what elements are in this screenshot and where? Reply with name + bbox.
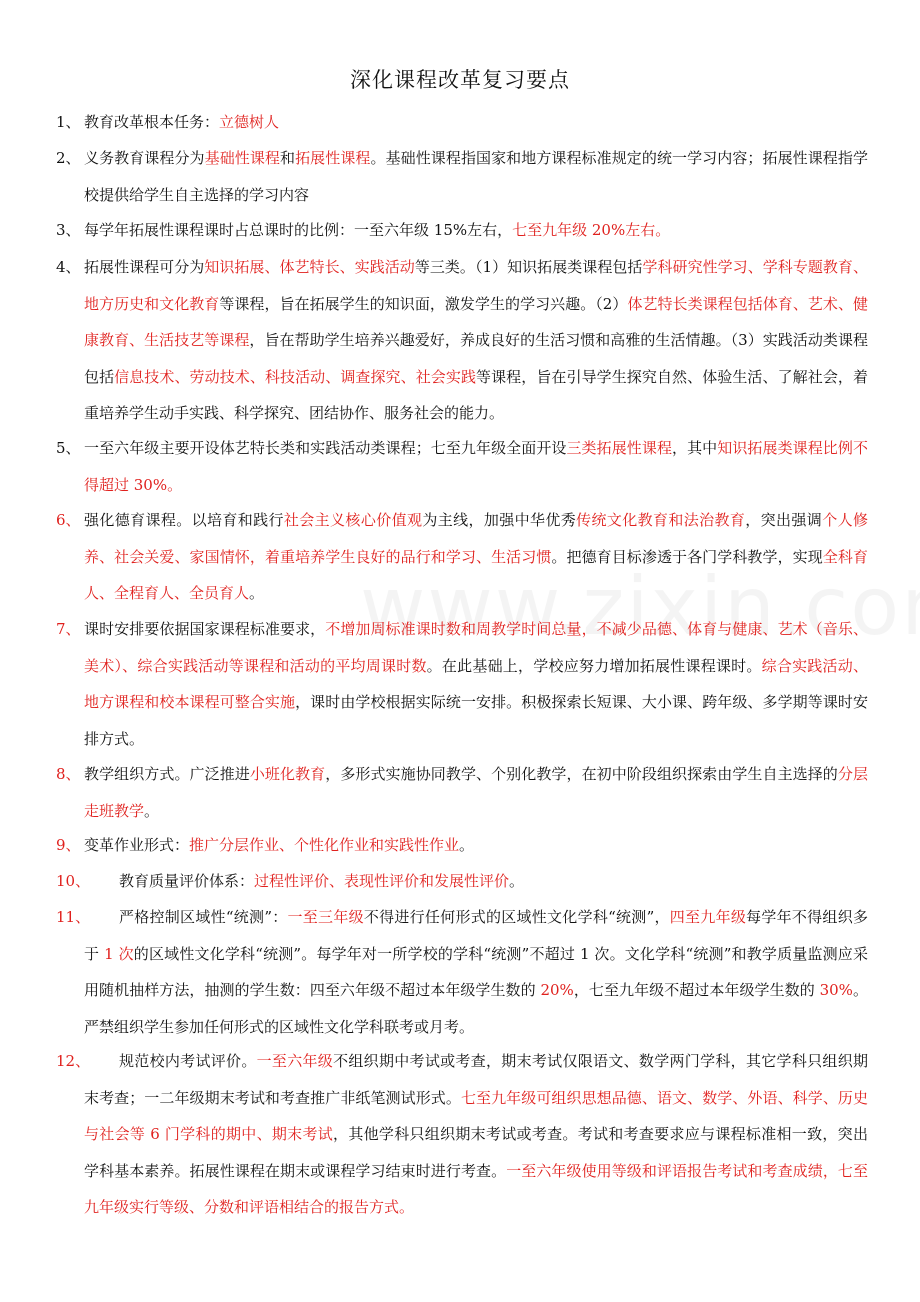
body-text: 每学年不得组织多于	[84, 908, 868, 963]
item-number: 1、	[56, 113, 81, 131]
list-item	[56, 430, 868, 503]
highlight-text: 立德树人	[219, 113, 280, 131]
item-number: 3、	[56, 221, 81, 239]
highlight-text: 七至九年级可组织思想品德、语文、数学、外语、科学、历史与社会等 6 门学科的期中、期末考试	[84, 1088, 868, 1143]
body-text: 拓展性课程可分为	[84, 258, 205, 276]
item-number: 7、	[56, 620, 81, 638]
list-item	[56, 1043, 868, 1226]
item-number: 10、	[56, 872, 91, 890]
list-item	[56, 611, 868, 757]
list-item	[56, 899, 868, 1045]
list-item	[56, 827, 868, 864]
highlight-text: 传统文化教育和法治教育	[576, 511, 746, 529]
highlight-text: 知识拓展类课程比例不得超过 30%。	[84, 439, 868, 494]
highlight-text: 七至九年级 20%左右。	[512, 221, 671, 239]
highlight-text: 过程性评价、表现性评价和发展性评价	[254, 872, 510, 890]
body-text: ，其他学科只组织期末考试或考查。考试和考查要求应与课程标准相一致，突出学科基本素养。拓展性课程在期末或课程学习结束时进行考查。	[84, 1125, 868, 1180]
item-text	[84, 827, 868, 864]
body-text: 为主线，加强中华优秀	[422, 511, 577, 529]
body-text: 。把德育目标渗透于各门学科教学，实现	[551, 547, 823, 566]
item-number: 11、	[56, 908, 91, 926]
body-text: 。	[249, 584, 265, 602]
item-text	[84, 502, 868, 612]
highlight-text: 一至三年级	[287, 908, 364, 926]
item-number: 4、	[56, 258, 81, 276]
item-number: 12、	[56, 1052, 91, 1070]
item-text	[84, 611, 868, 757]
body-text: 规范校内考试评价。	[119, 1052, 257, 1070]
highlight-text: 体艺特长类课程包括体育、艺术、健康教育、生活技艺等课程	[84, 294, 868, 349]
highlight-text: 小班化教育	[249, 765, 326, 783]
body-text: 。	[144, 801, 160, 820]
body-text: 。在此基础上，学校应努力增加拓展性课程课时。	[426, 656, 762, 675]
item-text	[84, 899, 868, 1045]
body-text: ，其中	[672, 439, 718, 457]
body-text: ，七至九年级不超过本年级学生数的	[573, 981, 820, 999]
body-text: 严格控制区域性“统测”：	[119, 908, 288, 926]
document-title: 深化课程改革复习要点	[350, 68, 570, 92]
item-number: 5、	[56, 439, 81, 457]
item-text	[84, 863, 868, 900]
item-text	[84, 249, 868, 432]
body-text: 等课程，旨在引导学生探究自然、体验生活、了解社会，着重培养学生动手实践、科学探究、团结协作、服务社会的能力。	[84, 367, 868, 422]
body-text: ，课时由学校根据实际统一安排。积极探索长短课、大小课、跨年级、多学期等课时安排方式。	[84, 693, 868, 748]
highlight-text: 知识拓展、体艺特长、实践活动	[204, 258, 415, 276]
item-text	[84, 212, 868, 249]
highlight-text: 社会主义核心价值观	[283, 511, 423, 529]
body-text: ，突出强调	[745, 511, 823, 529]
item-text	[84, 430, 868, 503]
highlight-text: 1 次	[104, 944, 134, 963]
body-text: 变革作业形式：	[84, 836, 190, 854]
list-item	[56, 140, 868, 213]
body-text: 。	[459, 836, 475, 854]
highlight-text: 综合实践活动、地方课程和校本课程可整合实施	[84, 656, 868, 711]
item-text	[84, 140, 868, 213]
item-number: 6、	[56, 511, 81, 529]
highlight-text: 全科育人、全程育人、全员育人	[84, 547, 868, 602]
item-text	[84, 1043, 868, 1226]
body-text: 强化德育课程。以培育和践行	[84, 511, 284, 529]
body-text: 。严禁组织学生参加任何形式的区域性文化学科联考或月考。	[84, 981, 868, 1036]
list-item	[56, 756, 868, 829]
body-text: 一至六年级主要开设体艺特长类和实践活动类课程；七至九年级全面开设	[84, 439, 567, 457]
list-item	[56, 249, 868, 432]
body-text: 的区域性文化学科“统测”。每学年对一所学校的学科“统测”不超过 1 次。文化学科“统测”和教学质量监测应采用随机抽样方法，抽测的学生数：四至六年级不超过本年级学生数的	[84, 944, 868, 999]
highlight-text: 个人修养、社会关爱、家国情怀，着重培养学生良好的品行和学习、生活习惯	[84, 511, 868, 566]
item-text	[84, 756, 868, 829]
body-text: 等三类。（1）知识拓展类课程包括	[414, 258, 643, 276]
body-text: 。基础性课程指国家和地方课程标准规定的统一学习内容；拓展性课程指学校提供给学生自主选择的学习内容	[84, 149, 868, 204]
item-number: 2、	[56, 149, 81, 167]
highlight-text: 20%	[540, 981, 574, 999]
highlight-text: 信息技术、劳动技术、科技活动、调查探究、社会实践	[114, 367, 477, 386]
list-item	[56, 502, 868, 612]
highlight-text: 一至六年级使用等级和评语报告考试和考查成绩，七至九年级实行等级、分数和评语相结合的报告方式。	[84, 1161, 868, 1216]
item-number: 9、	[56, 836, 81, 854]
highlight-text: 30%	[819, 981, 853, 999]
body-text: 教育改革根本任务：	[84, 113, 220, 131]
body-text: 。	[509, 872, 525, 890]
highlight-text: 三类拓展性课程	[566, 439, 673, 457]
highlight-text: 一至六年级	[256, 1052, 334, 1070]
body-text: 义务教育课程分为	[84, 149, 205, 167]
body-text: 课时安排要依据国家课程标准要求，	[84, 620, 326, 638]
highlight-text: 拓展性课程	[295, 149, 371, 167]
item-number: 8、	[56, 765, 81, 783]
body-text: 教学组织方式。广泛推进	[84, 765, 250, 783]
highlight-text: 推广分层作业、个性化作业和实践性作业	[189, 836, 460, 854]
highlight-text: 基础性课程	[204, 149, 281, 167]
body-text: 教育质量评价体系：	[119, 872, 255, 890]
highlight-text: 四至九年级	[669, 908, 747, 926]
list-item	[56, 863, 868, 900]
highlight-text: 学科研究性学习、学科专题教育、地方历史和文化教育	[84, 258, 868, 313]
body-text: 和	[280, 149, 296, 167]
body-text: 不组织期中考试或考查，期末考试仅限语文、数学两门学科，其它学科只组织期末考查；一二年级期末考试和考查推广非纸笔测试形式。	[84, 1052, 868, 1107]
body-text: 不得进行任何形式的区域性文化学科“统测”，	[363, 908, 670, 926]
body-text: 等课程，旨在拓展学生的知识面，激发学生的学习兴趣。（2）	[219, 294, 628, 313]
highlight-text: 不增加周标准课时数和周教学时间总量，不减少品德、体育与健康、艺术（音乐、美术）、综合实践活动等课程和活动的平均周课时数	[84, 620, 868, 675]
body-text: ，多形式实施协同教学、个别化教学，在初中阶段组织探索由学生自主选择的	[325, 765, 838, 783]
list-item	[56, 212, 868, 249]
body-text: 每学年拓展性课程课时占总课时的比例：一至六年级 15%左右，	[84, 221, 513, 239]
item-text	[84, 104, 868, 141]
list-item	[56, 104, 868, 141]
body-text: ，旨在帮助学生培养兴趣爱好，养成良好的生活习惯和高雅的生活情趣。（3）实践活动类课程包括	[84, 331, 868, 386]
highlight-text: 分层走班教学	[84, 765, 868, 820]
